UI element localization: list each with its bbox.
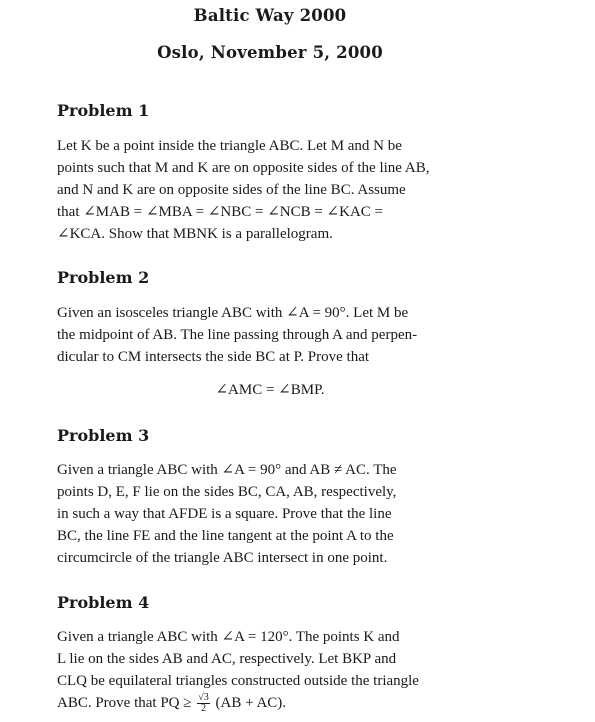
problem-2-display-equation: ∠AMC = ∠BMP.: [215, 382, 325, 398]
fraction-numerator: √3: [198, 692, 209, 704]
problem-3-line: in such a way that AFDE is a square. Prove that the line: [57, 506, 392, 522]
fraction-denominator: 2: [201, 703, 206, 715]
problem-3-line: circumcircle of the triangle ABC intersect in one point.: [57, 550, 388, 566]
problem-1-line: and N and K are on opposite sides of the line BC. Assume: [57, 182, 406, 198]
problem-1-line: points such that M and K are on opposite sides of the line AB,: [57, 160, 430, 176]
problem-1-line: that ∠MAB = ∠MBA = ∠NBC = ∠NCB = ∠KAC =: [57, 204, 384, 220]
problem-3-line: Given a triangle ABC with ∠A = 90° and AB ≠ AC. The: [57, 462, 397, 478]
problem-1-text: [57, 135, 483, 245]
document-subtitle: Oslo, November 5, 2000: [157, 43, 383, 62]
problem-4-line: Given a triangle ABC with ∠A = 120°. The points K and: [57, 629, 400, 645]
problem-2-heading: Problem 2: [57, 268, 150, 287]
problem-3-text: [57, 459, 483, 569]
problem-1-line: ∠KCA. Show that MBNK is a parallelogram.: [57, 226, 333, 242]
problem-3-heading: Problem 3: [57, 426, 150, 445]
problem-2-line: dicular to CM intersects the side BC at P. Prove that: [57, 349, 370, 365]
problem-4-last-line-prefix: ABC. Prove that PQ ≥: [57, 695, 192, 711]
problem-4-last-line-suffix: (AB + AC).: [215, 695, 287, 711]
document-title: Baltic Way 2000: [193, 6, 347, 25]
problem-1-line: Let K be a point inside the triangle ABC. Let M and N be: [57, 138, 402, 154]
sqrt3-over-2-fraction: [197, 693, 210, 714]
problem-2-line: the midpoint of AB. The line passing through A and perpen-: [57, 327, 418, 343]
problem-4-heading: Problem 4: [57, 593, 150, 612]
problem-2-text: [57, 302, 483, 368]
problem-3-line: BC, the line FE and the line tangent at the point A to the: [57, 528, 394, 544]
problem-4-last-line: [57, 692, 483, 714]
problem-4-text: [57, 626, 483, 714]
problem-4-line: L lie on the sides AB and AC, respectively. Let BKP and: [57, 651, 397, 667]
problem-1-heading: Problem 1: [57, 101, 150, 120]
problem-3-line: points D, E, F lie on the sides BC, CA, AB, respectively,: [57, 484, 397, 500]
problem-4-line: CLQ be equilateral triangles constructed outside the triangle: [57, 673, 419, 689]
problem-2-line: Given an isosceles triangle ABC with ∠A = 90°. Let M be: [57, 305, 409, 321]
